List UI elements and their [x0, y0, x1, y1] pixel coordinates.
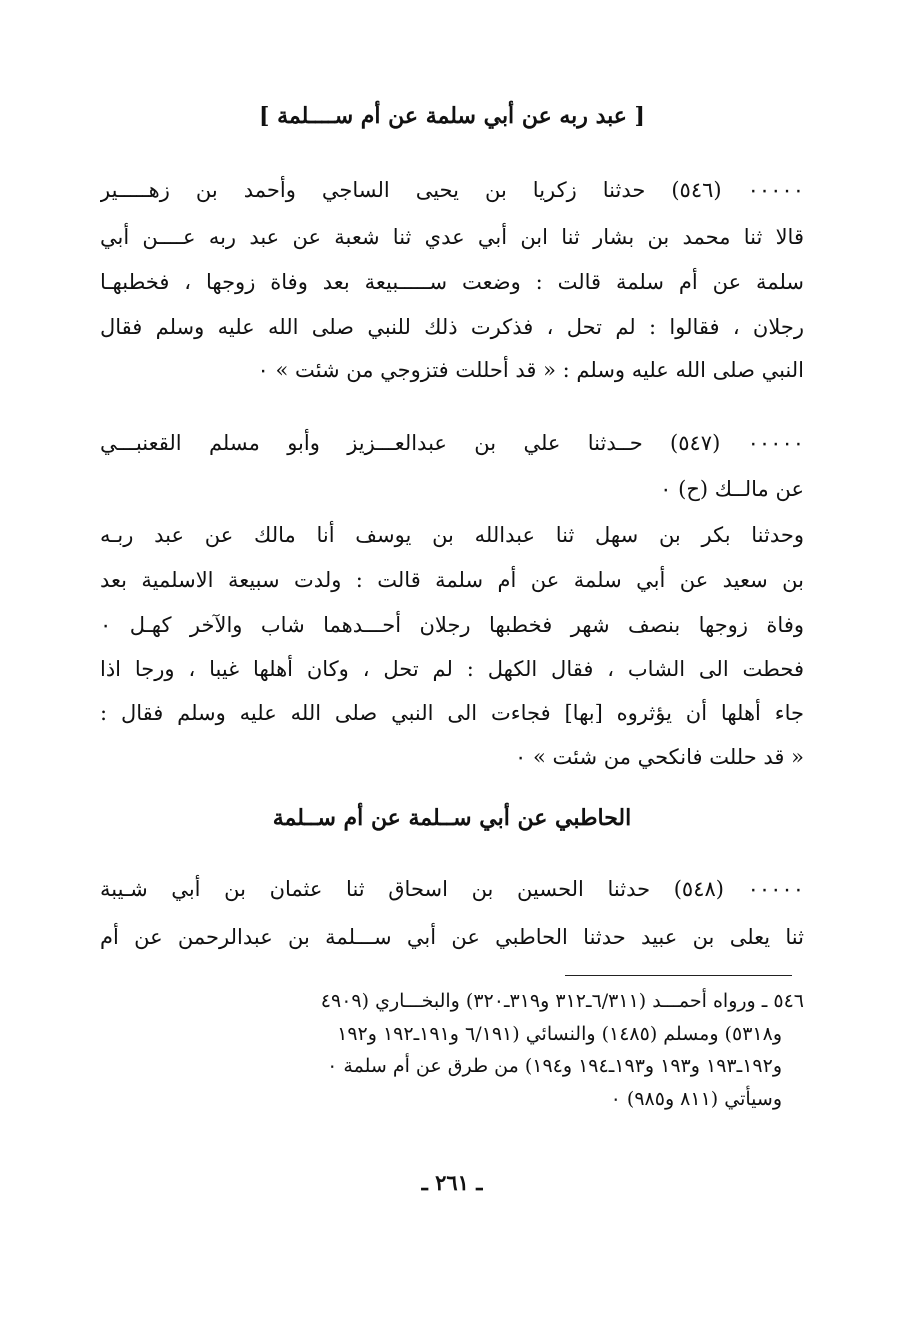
text-line: ٠٠٠٠٠ (٥٤٨) حدثنا الحسين بن اسحاق ثنا عثمان بن أبي شـيبة [100, 877, 804, 901]
footnote-line: و١٩٢ـ١٩٣ و١٩٣ و١٩٣ـ١٩٤ و١٩٤) من طرق عن أم سلمة ٠ [327, 1055, 782, 1077]
footnote-line: ٥٤٦ ـ ورواه أحمـــد (٦/٣١١ـ٣١٢ و٣١٩ـ٣٢٠) والبخـــاري (٤٩٠٩ [320, 990, 804, 1012]
text-line: عن مالــك (ح) ٠ [660, 477, 804, 501]
footnote-divider [565, 975, 792, 976]
text-line: رجلان ، فقالوا : لم تحل ، فذكرت ذلك للنبي صلى الله عليه وسلم فقال [100, 315, 804, 339]
text-line: وفاة زوجها بنصف شهر فخطبها رجلان أحـــدهما شاب والآخر كهـل ٠ [100, 613, 804, 637]
text-line: قالا ثنا محمد بن بشار ثنا ابن أبي عدي ثنا شعبة عن عبد ربه عــــن أبي [100, 225, 804, 249]
section-heading-hatibi: الحاطبي عن أبي ســلمة عن أم ســلمة [272, 805, 632, 831]
section-heading-abd-rabbih: [ عبد ربه عن أبي سلمة عن أم ســــلمة ] [259, 103, 645, 129]
text-line: ثنا يعلى بن عبيد حدثنا الحاطبي عن أبي ســـلمة بن عبدالرحمن عن أم [100, 925, 804, 949]
footnote-line: وسيأتي (٨١١ و٩٨٥) ٠ [610, 1088, 782, 1110]
text-line: فحطت الى الشاب ، فقال الكهل : لم تحل ، وكان أهلها غيبا ، ورجا اذا [100, 657, 804, 681]
text-line: وحدثنا بكر بن سهل ثنا عبدالله بن يوسف أنا مالك عن عبد ربـه [100, 523, 804, 547]
text-line: جاء أهلها أن يؤثروه [بها] فجاءت الى النبي صلى الله عليه وسلم فقال : [100, 701, 804, 725]
text-line: بن سعيد عن أبي سلمة عن أم سلمة قالت : ولدت سبيعة الاسلمية بعد [100, 568, 804, 592]
text-line: ٠٠٠٠٠ (٥٤٦) حدثنا زكريا بن يحيى الساجي وأحمد بن زهـــــير [100, 178, 804, 202]
text-line: سلمة عن أم سلمة قالت : وضعت ســـــبيعة بعد وفاة زوجها ، فخطبهـا [100, 270, 804, 294]
footnote-line: و٥٣١٨) ومسلم (١٤٨٥) والنسائي (٦/١٩١ و١٩١ـ١٩٢ و١٩٢ [337, 1023, 782, 1045]
page-number: ـ ٢٦١ ـ [421, 1170, 483, 1195]
text-line: النبي صلى الله عليه وسلم : « قد أحللت فتزوجي من شئت » ٠ [257, 358, 804, 382]
text-line: « قد حللت فانكحي من شئت » ٠ [515, 745, 804, 769]
text-line: ٠٠٠٠٠ (٥٤٧) حــدثنا علي بن عبدالعـــزيز وأبو مسلم القعنبـــي [100, 431, 804, 455]
